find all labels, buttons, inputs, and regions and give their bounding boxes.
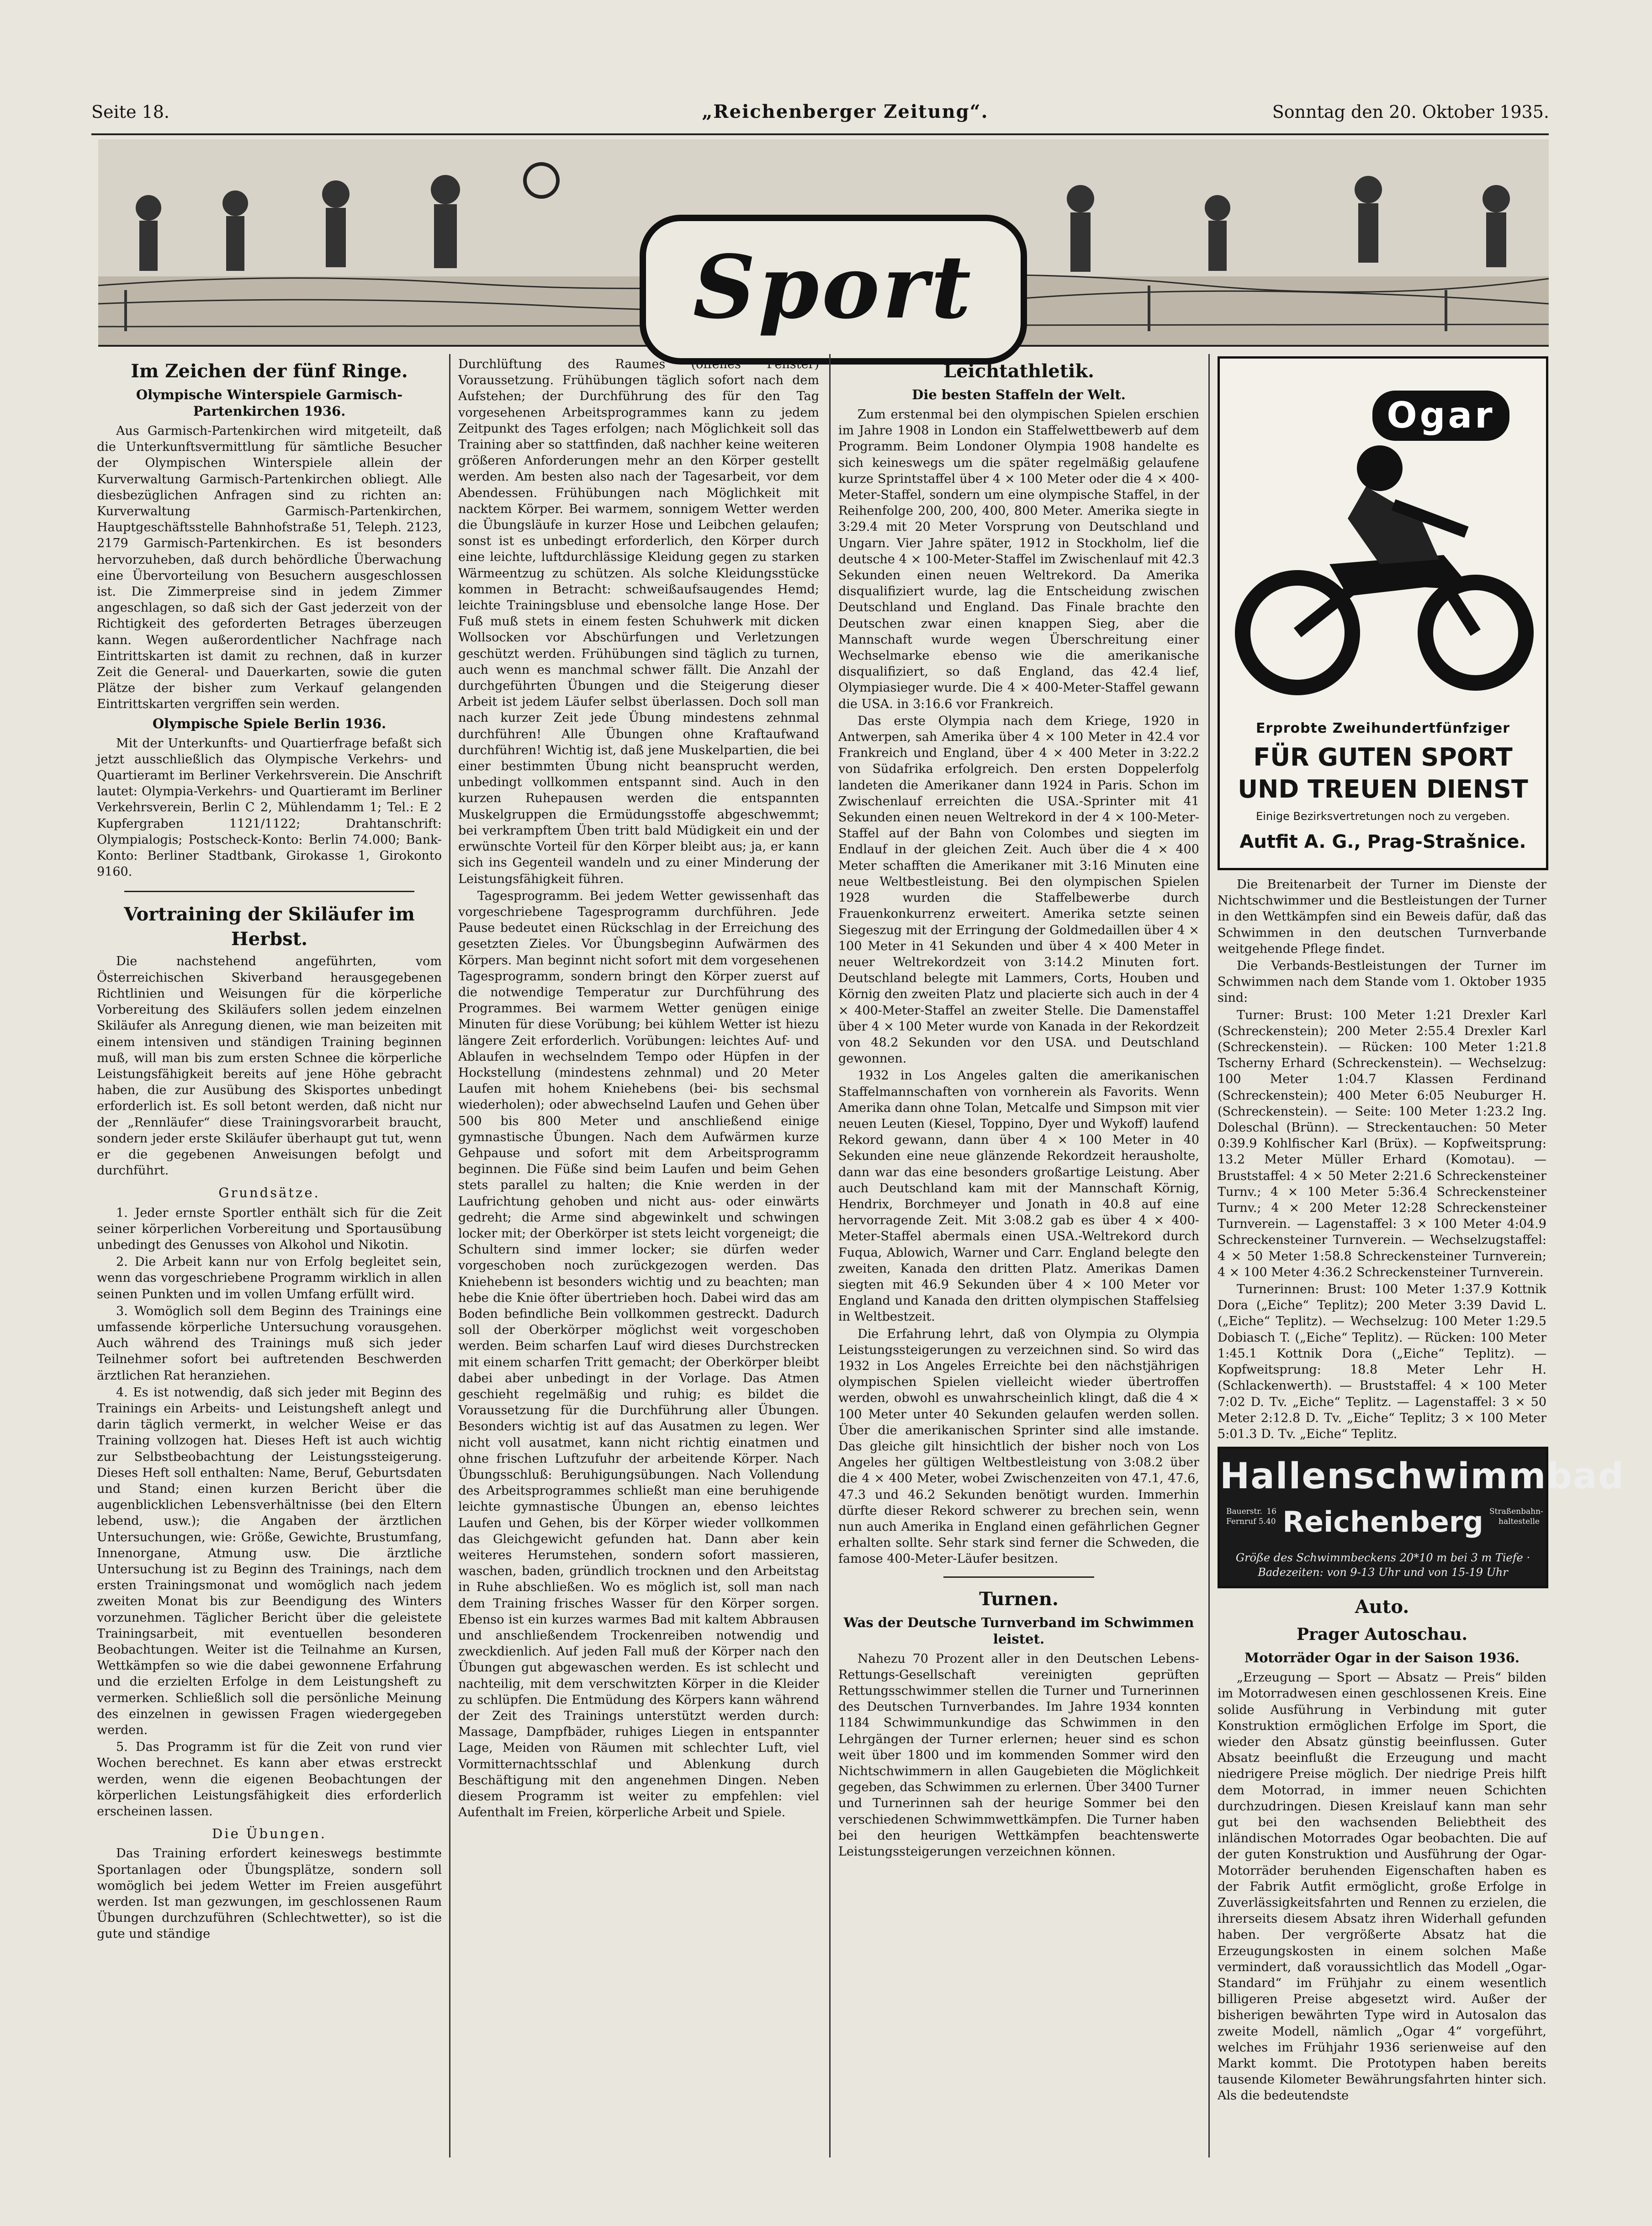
column-1 [97,356,442,2157]
paragraph: Die Erfahrung lehrt, daß von Olympia zu Olympia Leistungssteigerungen zu verzeichnen sind. So wird das 1932 in Los Angeles Erreichte bei den nächstjährigen olympischen Spielen vielleicht wieder übertroffen werden, obwohl es unwahrscheinlich klingt, daß die 4 × 100 Meter unter 40 Sekunden gelaufen werden sollen. Über die amerikanischen Sprinter sind alle imstande. Das gleiche gilt hinsichtlich der bisher noch von Los Angeles her gültigen Weltbestleistung von 3:08.2 über die 4 × 400 Meter, wobei Zwischenzeiten von 47.1, 47.6, 47.3 und 46.2 Sekunden benötigt wurden. Immerhin dürfte dieser Rekord schwerer zu brechen sein, wenn nun auch Amerika in England einen gefährlichen Gegner erhalten sollte. Sehr stark sind ferner die Schweden, die famose 400-Meter-Läufer besitzen. [838,1327,1199,1566]
column-2 [458,356,819,2157]
paragraph: 2. Die Arbeit kann nur von Erfolg begleitet sein, wenn das vorgeschriebene Programm wirklich in allen seinen Punkten und im vollen Umfang erfüllt wird. [97,1255,442,1301]
ad-title: Hallenschwimmbad [1220,1456,1625,1497]
ad-tagline: Erprobte Zweihundertfünfziger [1255,720,1510,736]
column-rule [1208,354,1210,2157]
paragraph: Turner: Brust: 100 Meter 1:21 Drexler Karl (Schreckenstein); 200 Meter 2:55.4 Drexler Karl (Schreckenstein). — Rücken: 100 Meter 1:21.8 Tscherny Erhard (Schreckenstein). — Wechselzug: 100 Meter 1:04.7 Klassen Ferdinand (Schreckenstein); 400 Meter 6:05 Neuburger H. (Schreckenstein). — Seite: 100 Meter 1:23.2 Ing. Doleschal (Brünn). — Streckentauchen: 50 Meter 0:39.9 Kohlfischer Karl (Brüx). — Kopfweitsprung: 13.2 Meter Müller Erhard (Komotau). — Bruststaffel: 4 × 50 Meter 2:21.6 Schreckensteiner Turnv.; 4 × 100 Meter 5:36.4 Schreckensteiner Turnv.; 4 × 200 Meter 12:28 Schreckensteiner Turnverein. — Lagenstaffel: 3 × 100 Meter 4:04.9 Schreckensteiner Turnverein. — Wechselzugstaffel: 4 × 50 Meter 1:58.8 Schreckensteiner Turnverein; 4 × 100 Meter 4:36.2 Schreckensteiner Turnverein. [1218,1008,1546,1280]
paragraph: Tagesprogramm. Bei jedem Wetter gewissenhaft das vorgeschriebene Tagesprogramm durchführen. Jede Pause bedeutet einen Rückschlag in der Erreichung des gesetzten Zieles. Vor Übungsbeginn Aufwärmen des Körpers. Man beginnt nicht sofort mit dem vorgesehenen Tagesprogramm, sondern bringt den Körper zuerst auf die notwendige Temperatur zur Durchführung des Programmes. Bei warmem Wetter genügen einige Minuten für diese Vorübung; bei kühlem Wetter ist hiezu längere Zeit erforderlich. Vorübungen: leichtes Auf- und Ablaufen in wechselndem Tempo oder Hüpfen in der Hockstellung (mindestens zehnmal) und 20 Meter Laufen mit hohem Kniehebens (bei- bis sechsmal wiederholen); oder abwechselnd Laufen und Gehen über 500 bis 800 Meter und anschließend einige gymnastische Übungen. Nach dem Aufwärmen kurze Gehpause und sofort mit dem Arbeitsprogramm beginnen. Die Füße sind beim Laufen und beim Gehen stets parallel zu halten; die Knie werden in der Laufrichtung gehoben und nicht aus- oder einwärts gedreht; die Arme sind abgewinkelt und schwingen locker mit; der Oberkörper ist stets leicht vorgeneigt; die Schultern sind immer locker; sie dürfen weder vorgeschoben noch zurückgezogen werden. Das Kniehebenn ist besonders wichtig und zu beachten; man hebe die Knie öfter übertrieben hoch. Dabei wird das am Boden befindliche Bein vollkommen gestreckt. Dadurch soll der Oberkörper möglichst weit vorgeschoben werden. Beim scharfen Lauf wird dieses Durchstrecken mit einem scharfen Tritt gemacht; der Oberkörper bleibt dabei aber unbedingt in der Vorlage. Das Atmen geschieht regelmäßig und ruhig; es bildet die Voraussetzung für die Durchführung aller Übungen. Besonders wichtig ist auf das Ausatmen zu legen. Wer nicht voll ausatmet, kann nicht richtig einatmen und ohne frischen Luftzufuhr der arbeitende Körper. Nach Übungsschluß: Beruhigungsübungen. Nach Vollendung des Arbeitsprogrammes schließt man eine beruhigende leichte gymnastische Übungen an, ebenso leichtes Laufen und Gehen, bis der Körper wieder vollkommen das Gleichgewicht gefunden hat. Dann aber kein weiteres Herumstehen, sondern sofort massieren, waschen, baden, gründlich trocknen und den Arbeitstag in Ruhe abschließen. Wo es möglich ist, soll man nach dem Training frisches Wasser für den Körper sorgen. Ebenso ist ein kurzes warmes Bad mit kaltem Abbrausen und anschließendem Trockenreiben notwendig und zweckdienlich. Auf jeden Fall muß der Körper nach den Übungen gut abgewaschen werden. Es ist schlecht und nachteilig, mit dem verschwitzten Körper in die Kleider zu schlüpfen. Die Entmüdung des Körpers kann während der Zeit des Trainings unterstützt werden durch: Massage, Dampfbäder, ruhiges Liegen in entspannter Lage, Meiden von Räumen mit schlechter Luft, viel Vormitternachtsschlaf und Ablenkung durch Beschäftigung mit den angenehmen Dingen. Neben diesem Programm ist weiter zu empfehlen: viel Aufenthalt im Freien, körperliche Arbeit und Spiele. [458,888,819,1820]
paragraph: Zum erstenmal bei den olympischen Spielen erschien im Jahre 1908 in London ein Staffelwettbewerb auf dem Programm. Beim Londoner Olympia 1908 handelte es sich keineswegs um die später regelmäßig gelaufene kurze Sprintstaffel über 4 × 100 Meter oder die 4 × 400-Meter-Staffel, sondern um eine olympische Staffel, in der Reihenfolge 200, 200, 400, 800 Meter. Amerika siegte in 3:29.4 mit 20 Meter Vorsprung von Deutschland und Ungarn. Vier Jahre später, 1912 in Stockholm, lief die deutsche 4 × 100-Meter-Staffel im Zwischenlauf mit 42.3 Sekunden einen neuen Weltrekord. Da Amerika disqualifiziert wurde, lag die Entscheidung zwischen Deutschland und England. Das Finale brachte den Deutschen zwar einen knappen Sieg, aber die Mannschaft wurde wegen Überschreitung einer Wechselmarke ebenso wie die amerikanische disqualifiziert, so daß England, das 42.4 lief, Olympiasieger wurde. Die 4 × 400-Meter-Staffel gewann die USA. in 3:16.6 vor Frankreich. [838,407,1199,711]
paragraph: Die Breitenarbeit der Turner im Dienste der Nichtschwimmer und die Bestleistungen der Turner in den Wettkämpfen sind ein Beweis dafür, daß das Schwimmen in den deutschen Turnverbande weitgehende Pflege findet. [1218,878,1546,956]
article-headline: Leichtathletik. [943,360,1095,382]
paragraph: Mit der Unterkunfts- und Quartierfrage befaßt sich jetzt ausschließlich das Olympische Verkehrs- und Quartieramt im Berliner Verkehrsverein. Die Anschrift lautet: Olympia-Verkehrs- und Quartieramt im Berliner Verkehrsverein, Berlin C 2, Mühlendamm 1; Tel.: E 2 Kupfergraben 1121/1122; Drahtanschrift: Olympialogis; Postscheck-Konto: Berlin 74.000; Bank-Konto: Berliner Stadtbank, Girokasse 1, Girokonto 9160. [97,736,442,879]
paragraph: 1. Jeder ernste Sportler enthält sich für die Zeit seiner körperlichen Vorbereitung und Sportausübung unbedingt des Genusses von Alkohol und Nikotin. [97,1206,442,1252]
newspaper-name: „Reichenberger Zeitung“. [702,101,989,122]
ogar-logo: Ogar [1372,391,1509,441]
article-headline: Im Zeichen der fünf Ringe. [131,360,408,382]
paragraph: 1932 in Los Angeles galten die amerikanischen Staffelmannschaften von vornherein als Favorits. Wenn Amerika dann ohne Tolan, Metcalfe und Simpson mit vier neuen Leuten (Kiesel, Toppino, Dyer und Wykoff) laufend Rekord gewann, dann über 4 × 100 Meter in 40 Sekunden eine neue glänzende Rekordzeit herausholte, dann war das eine besonders großartige Leistung. Aber auch Deutschland kam mit der Mannschaft Körnig, Hendrix, Borchmeyer und Jonath in 40.8 auf eine hervorragende Zeit. Mit 3:08.2 gab es über 4 × 400-Meter-Staffel abermals einen USA.-Weltrekord durch Fuqua, Ablowich, Warner und Carr. England belegte den zweiten, Kanada den dritten Platz. Amerikas Damen siegten mit 46.9 Sekunden über 4 × 100 Meter vor England und Kanada den dritten olympischen Staffelsieg in Weltbestzeit. [838,1068,1199,1324]
paragraph: Durchlüftung des Raumes (offenes Fenster) Voraussetzung. Frühübungen täglich sofort nach dem Aufstehen; der Durchführung des für den Tag vorgesehenen Arbeitsprogrammes kann zu jedem Zeitpunkt des Tages erfolgen; nach Möglichkeit soll das Training aber so stattfinden, daß nachher keine weiteren größeren Anforderungen mehr an den Körper gestellt werden. Am besten also nach der Tagesarbeit, vor dem Abendessen. Frühübungen nach Möglichkeit mit nacktem Körper. Bei warmem, sonnigem Wetter werden die Übungsläufe in kurzer Hose und Leibchen gelaufen; sonst ist es unbedingt erforderlich, den Körper durch eine leichte, luftdurchlässige Kleidung gegen zu starken Wärmeentzug zu schützen. Als solche Kleidungsstücke kommen in Betracht: schweißaufsaugendes Hemd; leichte Trainingsbluse und ebensolche lange Hose. Der Fuß muß stets in einem festen Schuhwerk mit dicken Wollsocken vor Abschürfungen und Verletzungen geschützt werden. Frühübungen sind täglich zu turnen, auch wenn es manchmal schwer fällt. Die Anzahl der durchgeführten Übungen und die Steigerung dieser Arbeit ist jedem Läufer selbst überlassen. Doch soll man nach kurzer Zeit jede Übung mindestens zehnmal durchführen! Alle Übungen ohne Kraftaufwand durchführen! Wichtig ist, daß jene Muskelpartien, die bei einer bestimmten Übung nicht beansprucht werden, unbedingt vollkommen entspannt sind. Auch in den kurzen Ruhepausen werden die entspannten Muskelgruppen die Ermüdungsstoffe abgeschwemmt; bei verkrampftem Üben tritt bald Müdigkeit ein und der erwünschte Vorteil für den Körper bleibt aus; ja, er kann sich ins Gegenteil wandeln und zu einer Minderung der Leistungsfähigkeit führen. [458,357,819,886]
section-title: Sport [693,236,974,338]
article-headline: Prager Autoschau. [1296,1625,1468,1644]
paragraph: 4. Es ist notwendig, daß sich jeder mit Beginn des Trainings ein Arbeits- und Leistungsheft anlegt und darin täglich vermerkt, in welcher Weise er das Training vollzogen hat. Dieses Heft ist auch wichtig zur Selbstbeobachtung der Leistungssteigerung. Dieses Heft soll enthalten: Name, Beruf, Geburtsdaten und Stand; einen kurzen Bericht über die augenblicklichen Lebensverhältnisse (bei den Eltern lebend, usw.); die Angaben der ärztlichen Untersuchungen, wie: Größe, Gewichte, Brustumfang, Innenorgane, Atmung usw. Die ärztliche Untersuchung ist zu Beginn des Trainings, nach dem ersten Trainingsmonat und womöglich nach jedem zweiten Monat bis zur Beendigung des Winters vorzunehmen. Täglicher Bericht über die geleistete Trainingsarbeit, mit eventuellen besonderen Beobachtungen. Weiter ist die Teilnahme an Kursen, Wettkämpfen so wie die dabei gewonnene Erfahrung und die erzielten Erfolge in dem Leistungsheft zu vermerken. Schließlich soll die persönliche Meinung des einzelnen in gewissen Fragen wiedergegeben werden. [97,1385,442,1738]
article-headline: Vortraining der Skiläufer im Herbst. [124,904,415,950]
ad-company: Autfit A. G., Prag-Strašnice. [1239,831,1526,852]
paragraph: Turnerinnen: Brust: 100 Meter 1:37.9 Kottnik Dora („Eiche“ Teplitz); 200 Meter 3:39 David L. („Eiche“ Teplitz). — Wechselzug: 100 Meter 1:29.5 Dobiasch T. („Eiche“ Teplitz). — Rücken: 100 Meter 1:45.1 Kottnik Dora („Eiche“ Teplitz). — Kopfweitsprung: 18.8 Meter Lehr H. (Schlackenwerth). — Bruststaffel: 4 × 100 Meter 7:02 D. Tv. „Eiche“ Teplitz. — Lagenstaffel: 3 × 50 Meter 2:12.8 D. Tv. „Eiche“ Teplitz; 3 × 100 Meter 5:01.3 D. Tv. „Eiche“ Teplitz. [1218,1282,1546,1441]
column-rule [449,354,450,2157]
article-separator [943,1576,1094,1578]
article-headline: Auto. [1355,1596,1409,1618]
article-subhead: Was der Deutsche Turnverband im Schwimmen leistet. [843,1614,1194,1647]
ad-note: Größe des Schwimmbeckens 20*10 m bei 3 m Tiefe · Badezeiten: von 9-13 Uhr und von 15-19 Uhr [1235,1551,1530,1579]
issue-date: Sonntag den 20. Oktober 1935. [1272,102,1549,122]
ad-slogan: FÜR GUTEN SPORT [1253,743,1513,772]
column-rule [829,354,831,2157]
motorcycle-rider-icon [1229,427,1537,701]
paragraph: Aus Garmisch-Partenkirchen wird mitgeteilt, daß die Unterkunftsvermittlung für sämtliche Besucher der Olympischen Winterspiele allein der Kurverwaltung Garmisch-Partenkirchen obliegt. Alle diesbezüglichen Anfragen sind zu richten an: Kurverwaltung Garmisch-Partenkirchen, Hauptgeschäftsstelle Bahnhofstraße 51, Teleph. 2123, 2179 Garmisch-Partenkirchen. Es ist besonders hervorzuheben, daß durch behördliche Überwachung eine Übervorteilung von Besuchern ausgeschlossen ist. Die Zimmerpreise sind in jedem Zimmer angeschlagen, so daß sich der Gast jederzeit von der Richtigkeit des geforderten Betrages überzeugen kann. Wegen außerordentlicher Nachfrage nach Eintrittskarten ist damit zu rechnen, daß in kurzer Zeit die General- und Dauerkarten, sowie die guten Plätze der bisher zum Verkauf gelangenden Eintrittskarten vergriffen sein werden. [97,424,442,712]
paragraph: Das Training erfordert keineswegs bestimmte Sportanlagen oder Übungsplätze, sondern soll womöglich bei jedem Wetter im Freien ausgeführt werden. Ist man gezwungen, im geschlossenen Raum Übungen durchzuführen (Schlechtwetter), so ist die gute und ständige [97,1846,442,1941]
paragraph: Nahezu 70 Prozent aller in den Deutschen Lebens-Rettungs-Gesellschaft vereinigten geprüften Rettungsschwimmer stellen die Turner und Turnerinnen des Deutschen Turnverbandes. Im Jahre 1934 konnten 1184 Schwimmunkundige das Schwimmen in den Lehrgängen der Turner erlernen; heuer sind es schon weit über 1800 und im kommenden Sommer wird den Nichtschwimmern in allen Gaugebieten die Möglichkeit gegeben, das Schwimmen zu erlernen. Über 3400 Turner und Turnerinnen sah der heurige Sommer bei den verschiedenen Schwimmwettkämpfen. Die Turner haben bei den heurigen Wettkämpfen beachtenswerte Leistungssteigerungen verzeichnen können. [838,1651,1199,1859]
paragraph: Das erste Olympia nach dem Kriege, 1920 in Antwerpen, sah Amerika über 4 × 100 Meter in 42.4 vor Frankreich und England, über 4 × 400 Meter in 3:22.2 von Südafrika erfolgreich. Den ersten Doppelerfolg landeten die Amerikaner dann 1924 in Paris. Schon im Zwischenlauf erreichten die USA.-Sprinter mit 41 Sekunden einen neuen Weltrekord in der 4 × 100-Meter-Staffel auf der Bahn von Colombes und siegten im Endlauf in der gleichen Zeit. Auch über die 4 × 400 Meter schafften die Amerikaner mit 3:16 Minuten eine neue Weltbestleistung. Bei den olympischen Spielen 1928 wurden die Staffelbewerbe durch Frauenkonkurrenz erweitert. Amerika setzte seinen Siegeszug mit der Erringung der Goldmedaillen über 4 × 100 Meter in 41 Sekunden und über 4 × 400 Meter in neuer Weltrekordzeit von 3:14.2 Minuten fort. Deutschland belegte mit Lammers, Corts, Houben und Körnig den zweiten Platz und placierte sich auch in der 4 × 400-Meter-Staffel an zweiter Stelle. Die Damenstaffel über 4 × 100 Meter wurde von Kanada in der Rekordzeit von 48.2 Sekunden vor den USA. und Deutschland gewonnen. [838,714,1199,1066]
column-3 [838,356,1199,2157]
header-rule [91,133,1549,135]
article-subhead: Die besten Staffeln der Welt. [912,387,1126,402]
column-4 [1218,356,1625,2157]
paragraph: Die Verbands-Bestleistungen der Turner im Schwimmen nach dem Stande vom 1. Oktober 1935 sind: [1218,959,1546,1005]
article-separator [124,891,414,892]
ad-address: Bauerstr. 16 Fernruf 5.40 [1226,1507,1276,1527]
hallenschwimmbad-advertisement [1218,1447,1625,1588]
page-number: Seite 18. [91,102,169,122]
section-subhead: Grundsätze. [218,1185,320,1201]
article-subhead: Olympische Spiele Berlin 1936. [152,715,387,731]
article-subhead: Motorräder Ogar in der Saison 1936. [1244,1650,1520,1666]
section-subhead: Die Übungen. [212,1826,327,1842]
ad-slogan: UND TREUEN DIENST [1238,775,1528,804]
ad-tram-stop: Straßenbahn-haltestelle [1489,1507,1543,1527]
ad-city: Reichenberg [1282,1505,1483,1539]
article-subhead: Olympische Winterspiele Garmisch-Partenkirchen 1936. [136,387,403,419]
paragraph: „Erzeugung — Sport — Absatz — Preis“ bilden im Motorradwesen einen geschlossenen Kreis. Eine solide Ausführung in Verbindung mit guter Konstruktion ermöglichen Erfolge im Sport, die wieder den Absatz günstig beeinflussen. Guter Absatz beeinflußt die Erzeugung und macht niedrigere Preise möglich. Der niedrige Preis hilft dem Motorrad, in immer neuen Schichten durchzudringen. Diesen Kreislauf kann man sehr gut bei den wachsenden Beliebtheit des inländischen Motorrades Ogar beobachten. Die auf der guten Konstruktion und Ausführung der Ogar-Motorräder beruhenden Eigenschaften haben es der Fabrik Autfit ermöglicht, große Erfolge in Zuverlässigkeitsfahrten und Rennen zu erzielen, die ihrerseits diesem Absatz ihren Widerhall gefunden haben. Der vergrößerte Absatz hat die Erzeugungskosten in einem solchen Maße vermindert, daß voraussichtlich das Modell „Ogar-Standard“ im Frühjahr zu einem wesentlich billigeren Preise abgesetzt wird. Außer der bisherigen bewährten Type wird in Autosalon das zweite Modell, nämlich „Ogar 4“ vorgeführt, welches im Frühjahr 1936 serienweise auf den Markt kommt. Die Prototypen haben bereits tausende Kilometer Bewährungsfahrten hinter sich. Als die bedeutendste [1218,1671,1546,2103]
paragraph: 3. Womöglich soll dem Beginn des Trainings eine umfassende körperliche Untersuchung vorausgehen. Auch während des Trainings muß sich jeder Teilnehmer sofort bei auftretenden Beschwerden ärztlichen Rat heranziehen. [97,1304,442,1383]
ad-note: Einige Bezirksvertretungen noch zu vergeben. [1256,810,1510,823]
ogar-advertisement [1218,356,1548,870]
article-headline: Turnen. [979,1588,1059,1610]
paragraph: 5. Das Programm ist für die Zeit von rund vier Wochen berechnet. Es kann aber etwas erstreckt werden, wenn die eigenen Beobachtungen der körperlichen Leistungsfähigkeit dies erforderlich erscheinen lassen. [97,1740,442,1819]
sport-title-cartouche [640,215,1027,365]
paragraph: Die nachstehend angeführten, vom Österreichischen Skiverband herausgegebenen Richtlinien und Weisungen für die körperliche Vorbereitung des Skiläufers sollen jedem einzelnen Skiläufer als Anregung dienen, wie man beizeiten mit einem intensiven und ständigen Training beginnen muß, will man bis zum ersten Schnee die körperliche Leistungsfähigkeit bereits auf jene Höhe gebracht haben, die zur Ausübung des Skisportes unbedingt erforderlich ist. Es soll betont werden, daß nicht nur der „Rennläufer“ diese Trainingsvorarbeit braucht, sondern jeder erste Skiläufer überhaupt gut tut, wenn er die gegebenen Anweisungen befolgt und durchführt. [97,954,442,1178]
